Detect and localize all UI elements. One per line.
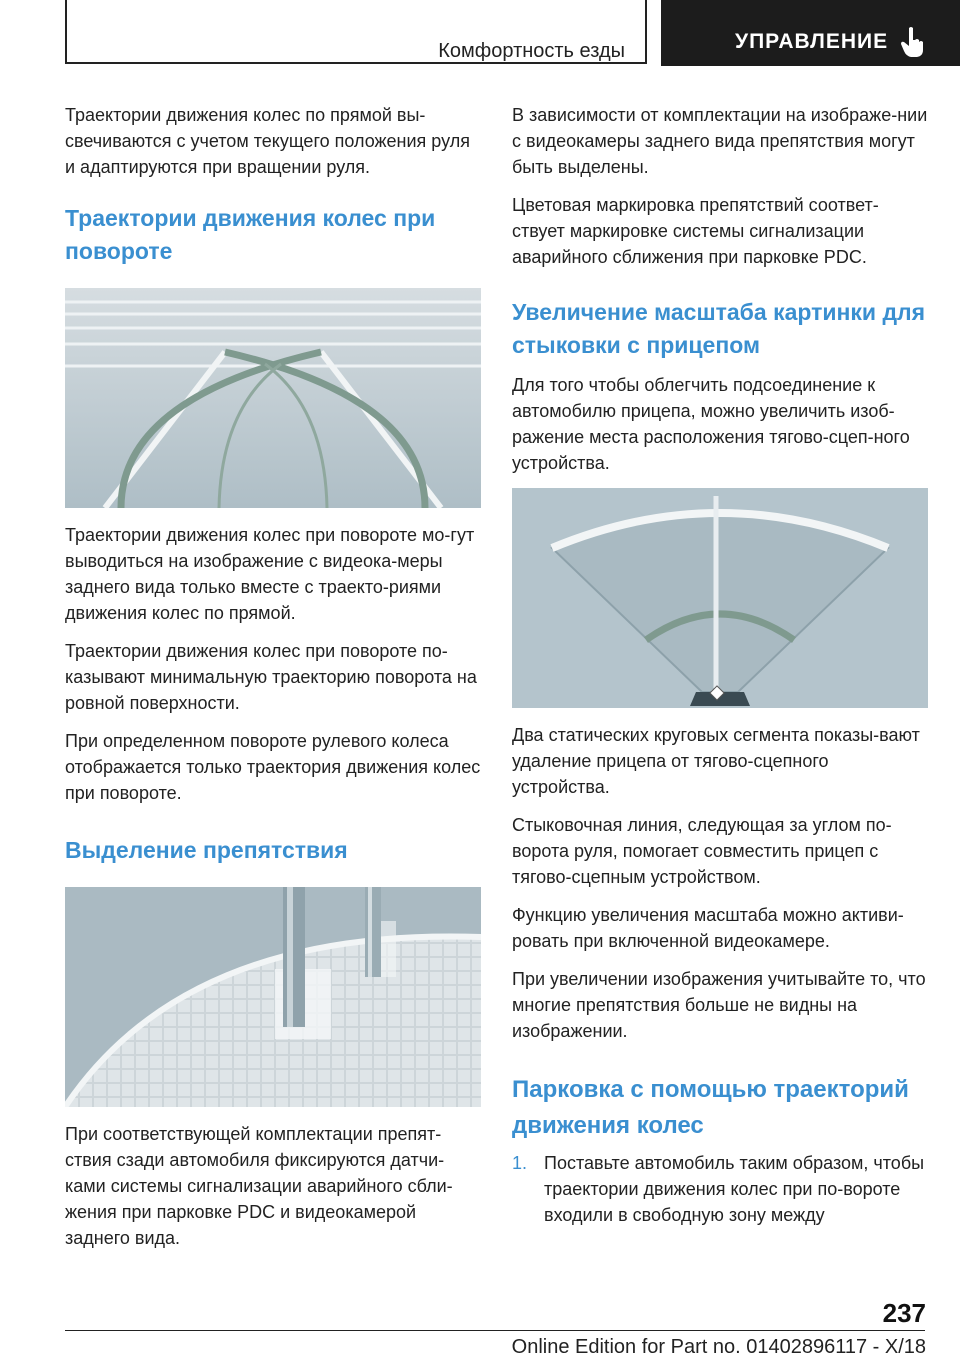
heading-turn-trajectories: Траектории движения колес при повороте xyxy=(65,205,436,264)
page-header xyxy=(0,0,960,66)
obstacle-paragraph: Цветовая маркировка препятствий соответ-ствует маркировке системы сигнализации аварийного сближения при парковке PDC. xyxy=(512,195,879,267)
zoom-figure xyxy=(512,488,928,708)
heading-obstacle: Выделение препятствия xyxy=(65,837,348,863)
turn-trajectories-illustration xyxy=(65,288,481,508)
turn-paragraph: Траектории движения колес при повороте мо-гут выводиться на изображение с видеока-меры заднего вида только вместе с траекто-риями движения колес по прямой. xyxy=(65,525,475,623)
obstacle-paragraph: При соответствующей комплектации препят-ствия сзади автомобиля фиксируются датчи-ками системы сигнализации аварийного сбли-жения при парковке PDC и видеокамерой заднего вида. xyxy=(65,1124,453,1248)
section-title: Комфортность езды xyxy=(438,40,625,62)
page-number: 237 xyxy=(882,1298,926,1328)
chapter-title: УПРАВЛЕНИЕ xyxy=(735,30,889,53)
trailer-hitch-illustration xyxy=(512,488,928,708)
zoom-intro: Для того чтобы облегчить подсоединение к автомобилю прицепа, можно увеличить изоб-ражение места расположения тягово-сцеп-ного устройства. xyxy=(512,375,910,473)
footer-divider xyxy=(65,1330,925,1331)
obstacle-figure xyxy=(65,887,481,1107)
intro-paragraph: Траектории движения колес по прямой вы-свечиваются с учетом текущего положения руля и адаптируются при вращении руля. xyxy=(65,105,470,177)
step-text: Поставьте автомобиль таким образом, чтобы траектории движения колес при по-вороте входили в свободную зону между xyxy=(544,1153,925,1225)
left-column xyxy=(65,102,481,1263)
zoom-paragraph: Стыковочная линия, следующая за углом по-ворота руля, помогает совместить прицеп с тягово-сцепным устройством. xyxy=(512,815,892,887)
chapter-tab xyxy=(661,0,960,66)
heading-parking: Парковка с помощью траекторий движения колес xyxy=(512,1076,909,1139)
parking-steps xyxy=(512,1150,928,1228)
zoom-paragraph: Функцию увеличения масштаба можно активи-ровать при включенной видеокамере. xyxy=(512,905,904,951)
edition-text: Online Edition for Part no. 01402896117 - X/18 xyxy=(511,1336,926,1358)
turn-trajectories-figure xyxy=(65,288,481,508)
heading-zoom: Увеличение масштаба картинки для стыковки с прицепом xyxy=(512,299,926,358)
hand-pointer-icon xyxy=(895,24,931,60)
right-column xyxy=(512,102,928,1228)
turn-paragraph: При определенном повороте рулевого колеса отображается только траектория движения колес при повороте. xyxy=(65,731,481,803)
zoom-paragraph: При увеличении изображения учитывайте то, что многие препятствия больше не видны на изображении. xyxy=(512,969,926,1041)
step-item xyxy=(512,1150,928,1228)
section-tab xyxy=(65,0,647,64)
step-number: 1. xyxy=(512,1153,528,1173)
zoom-paragraph: Два статических круговых сегмента показы-вают удаление прицепа от тягово-сцепного устройства. xyxy=(512,725,920,797)
turn-paragraph: Траектории движения колес при повороте по-казывают минимальную траекторию поворота на ровной поверхности. xyxy=(65,641,477,713)
obstacle-paragraph: В зависимости от комплектации на изображе-нии с видеокамеры заднего вида препятствия могут быть выделены. xyxy=(512,105,928,177)
obstacle-illustration xyxy=(65,887,481,1107)
